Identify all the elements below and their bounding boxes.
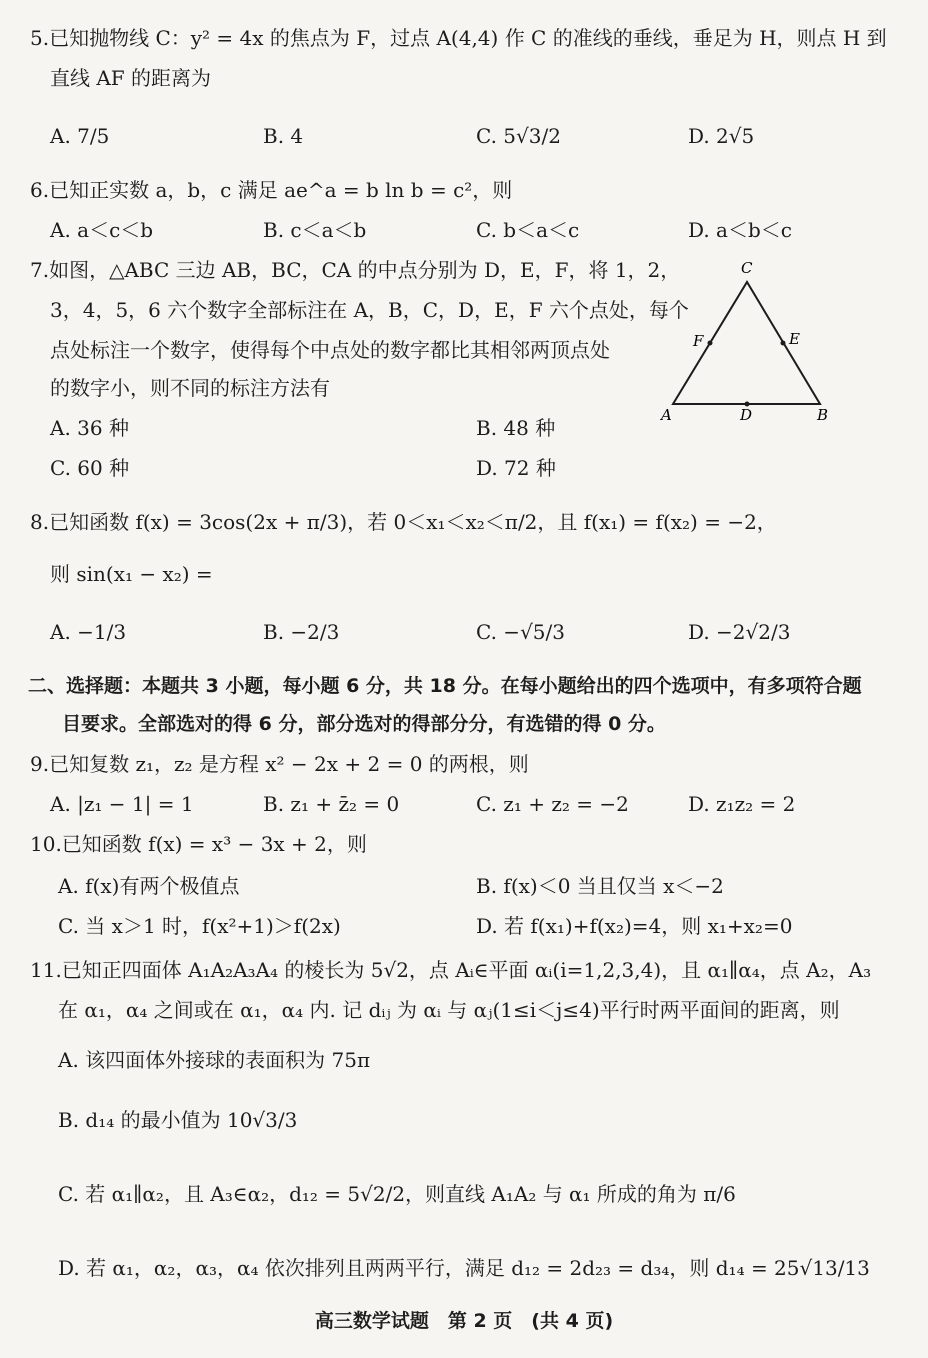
q7-stem-line4: 的数字小，则不同的标注方法有 [50,376,330,400]
q7-stem-line3: 点处标注一个数字，使得每个中点处的数字都比其相邻两顶点处 [50,338,610,362]
q8-option-a: A. −1/3 [50,620,127,644]
q11-option-a: A. 该四面体外接球的表面积为 75π [58,1048,371,1072]
point-f [708,341,713,346]
label-c: C [741,259,753,277]
q7-option-d: D. 72 种 [476,456,556,480]
q11-stem-line2: 在 α₁，α₄ 之间或在 α₁，α₄ 内. 记 dᵢⱼ 为 αᵢ 与 αⱼ(1≤i＜j≤4)平行时两平面间的距离，则 [58,998,840,1022]
q11-option-d: D. 若 α₁，α₂，α₃，α₄ 依次排列且两两平行，满足 d₁₂ = 2d₂₃ = d₃₄，则 d₁₄ = 25√13/13 [58,1256,870,1280]
q6-option-b: B. c＜a＜b [263,218,367,242]
label-d: D [740,406,753,424]
q8-stem-line2: 则 sin(x₁ − x₂) = [50,562,213,586]
q6-option-a: A. a＜c＜b [50,218,154,242]
q7-option-b: B. 48 种 [476,416,556,440]
q10-option-d: D. 若 f(x₁)+f(x₂)=4，则 x₁+x₂=0 [476,914,793,938]
q8-option-b: B. −2/3 [263,620,340,644]
q7-stem-line1: 7.如图，△ABC 三边 AB，BC，CA 的中点分别为 D，E，F，将 1，2， [30,258,681,282]
q10-option-b: B. f(x)＜0 当且仅当 x＜−2 [476,874,724,898]
q6-option-d: D. a＜b＜c [688,218,792,242]
q9-option-d: D. z₁z₂ = 2 [688,792,796,816]
label-a: A [661,406,672,424]
label-b: B [817,406,829,424]
page-footer: 高三数学试题 第 2 页 (共 4 页) [314,1310,614,1332]
q9-option-b: B. z₁ + z̄₂ = 0 [263,792,400,816]
q5-stem-line2: 直线 AF 的距离为 [50,66,212,90]
q10-option-c: C. 当 x＞1 时，f(x²+1)＞f(2x) [58,914,341,938]
q10-stem: 10.已知函数 f(x) = x³ − 3x + 2，则 [30,832,367,856]
q8-stem-line1: 8.已知函数 f(x) = 3cos(2x + π/3)，若 0＜x₁＜x₂＜π/2，且 f(x₁) = f(x₂) = −2， [30,510,777,534]
q8-option-c: C. −√5/3 [476,620,565,644]
q5-stem-line1: 5.已知抛物线 C：y² = 4x 的焦点为 F，过点 A(4,4) 作 C 的准线的垂线，垂足为 H，则点 H 到 [30,26,887,50]
label-f: F [693,332,704,350]
section2-heading-line1: 二、选择题：本题共 3 小题，每小题 6 分，共 18 分。在每小题给出的四个选项中，有多项符合题 [28,675,862,697]
q11-option-b: B. d₁₄ 的最小值为 10√3/3 [58,1108,298,1132]
q11-option-c: C. 若 α₁∥α₂，且 A₃∈α₂，d₁₂ = 5√2/2，则直线 A₁A₂ 与 α₁ 所成的角为 π/6 [58,1182,736,1206]
q5-option-a: A. 7/5 [50,124,110,148]
q8-option-d: D. −2√2/3 [688,620,791,644]
q5-option-b: B. 4 [263,124,304,148]
section2-heading-line2: 目要求。全部选对的得 6 分，部分选对的得部分分，有选错的得 0 分。 [62,713,666,735]
q7-stem-line2: 3，4，5，6 六个数字全部标注在 A，B，C，D，E，F 六个点处，每个 [50,298,689,322]
q11-stem-line1: 11.已知正四面体 A₁A₂A₃A₄ 的棱长为 5√2，点 Aᵢ∈平面 αᵢ(i=1,2,3,4)，且 α₁∥α₄，点 A₂，A₃ [30,958,872,982]
q10-option-a: A. f(x)有两个极值点 [58,874,240,898]
triangle-figure [655,258,855,430]
q5-option-c: C. 5√3/2 [476,124,561,148]
q6-option-c: C. b＜a＜c [476,218,580,242]
q7-option-a: A. 36 种 [50,416,129,440]
point-e [781,341,786,346]
label-e: E [789,330,800,348]
q9-option-c: C. z₁ + z₂ = −2 [476,792,629,816]
q7-option-c: C. 60 种 [50,456,130,480]
q6-stem: 6.已知正实数 a，b，c 满足 ae^a = b ln b = c²，则 [30,178,513,202]
q9-option-a: A. |z₁ − 1| = 1 [50,792,194,816]
q5-option-d: D. 2√5 [688,124,755,148]
q9-stem: 9.已知复数 z₁，z₂ 是方程 x² − 2x + 2 = 0 的两根，则 [30,752,529,776]
